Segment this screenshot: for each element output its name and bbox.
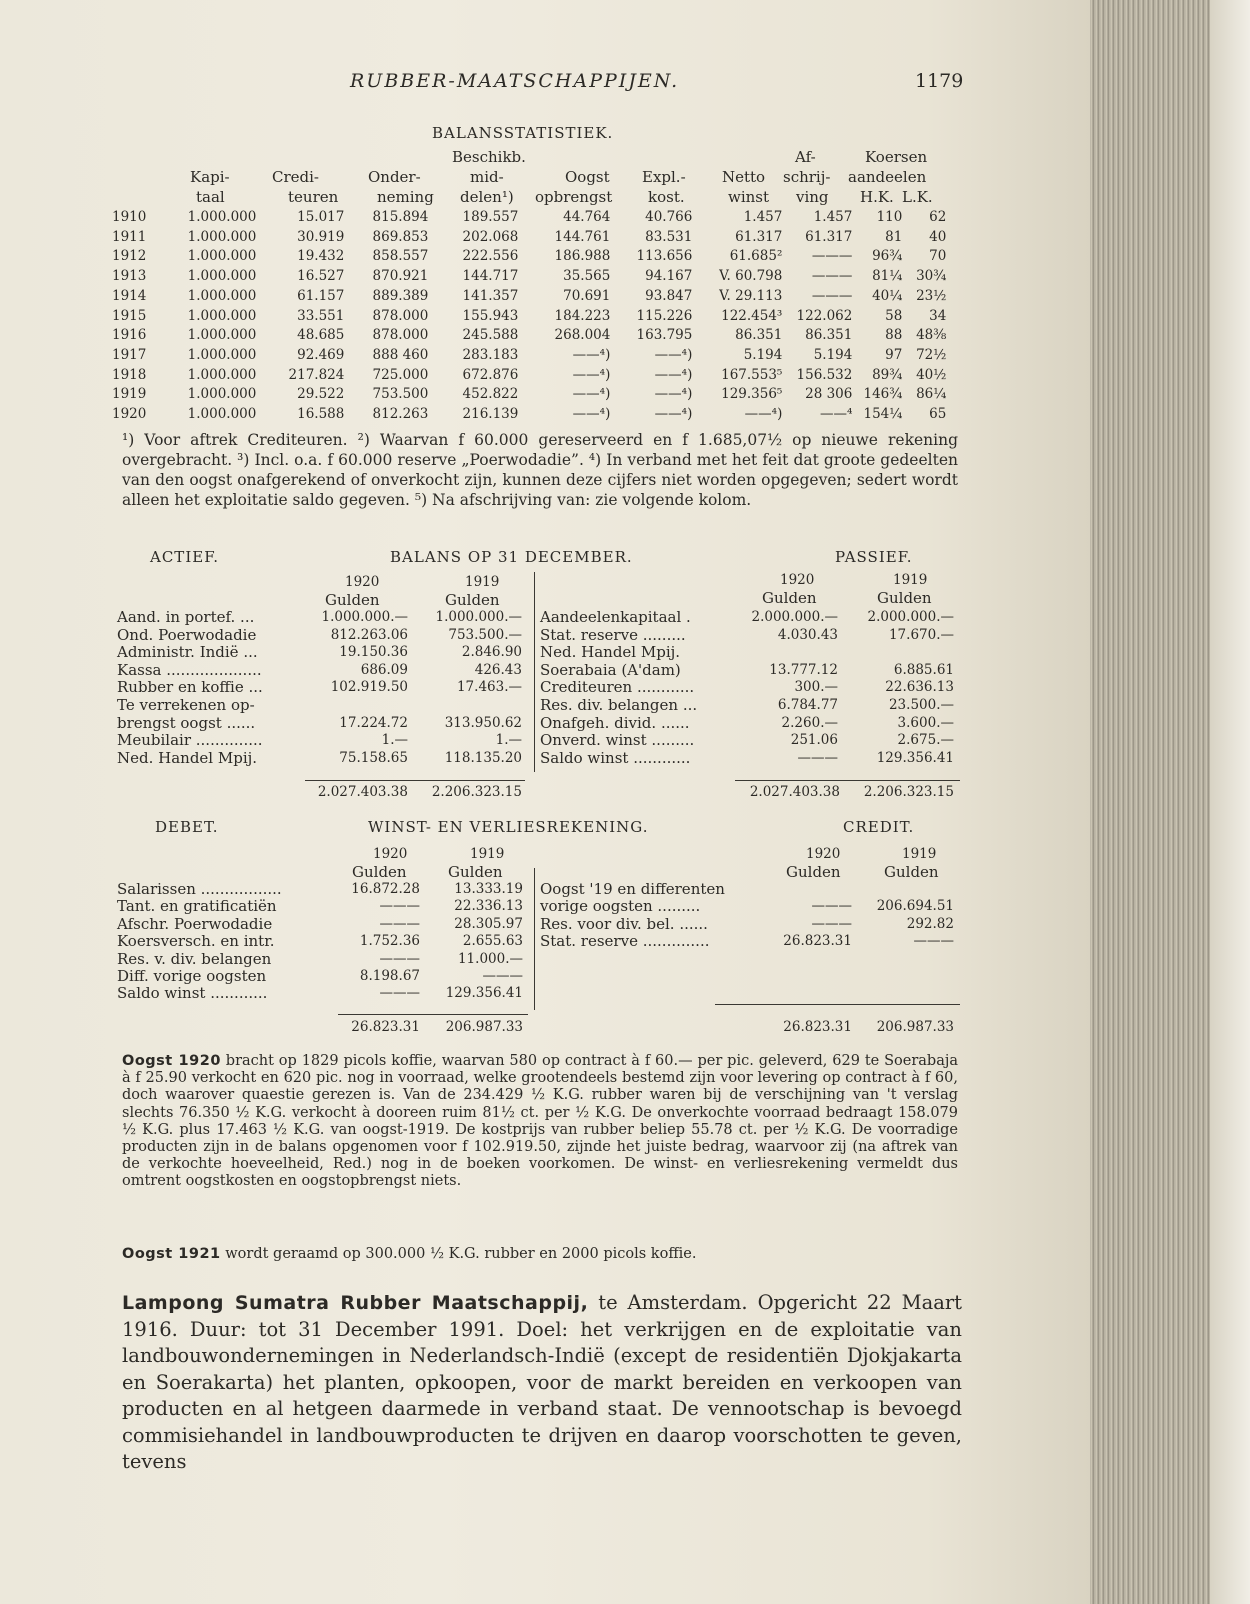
stats-cell: 110	[876, 209, 903, 225]
stats-cell: 48.685	[297, 327, 345, 344]
stats-year-cell: 1918	[112, 366, 147, 383]
running-header-title: RUBBER-MAATSCHAPPIJEN.	[350, 70, 680, 92]
stats-cell: 858.557	[372, 248, 429, 265]
balans-actief-item-value: 1.000.000.—	[435, 609, 522, 625]
stats-cell: 452.822	[462, 386, 519, 403]
wv-credit-item-value: 292.82	[906, 915, 954, 932]
stats-cell: 889.389	[372, 287, 429, 304]
wv-debet-unit1: Gulden	[352, 863, 407, 881]
wv-debet-year1: 1920	[373, 846, 408, 862]
stats-header-kapi: Kapi-	[190, 168, 230, 186]
wv-credit-total1: 26.823.31	[783, 1019, 852, 1035]
balans-passief-item-value: 6.784.77	[777, 697, 838, 713]
stats-cell: ——⁴)	[654, 406, 693, 423]
stats-cell: 70.691	[563, 287, 611, 304]
stats-cell: ——⁴)	[654, 346, 693, 363]
stats-header-delen: delen¹)	[460, 188, 514, 206]
stats-cell: 815.894	[372, 209, 429, 225]
wv-debet-total2: 206.987.33	[445, 1019, 523, 1035]
balans-actief-item-value: 1.—	[381, 732, 408, 749]
stats-cell: 268.004	[554, 327, 611, 344]
stats-cell: 62	[929, 209, 947, 225]
wv-debet-item-value: 11.000.—	[457, 950, 523, 967]
wv-credit-item-value: ———	[811, 915, 852, 932]
stats-cell: 1.000.000	[187, 287, 257, 304]
stats-header-lk: L.K.	[902, 188, 933, 206]
wv-debet-item-label: Salarissen .................	[117, 880, 282, 898]
stats-cell: V. 29.113	[719, 287, 783, 304]
wv-debet-item-value: 16.872.28	[351, 881, 420, 897]
stats-cell: 23½	[916, 287, 947, 304]
stats-cell: 94.167	[645, 268, 693, 285]
balans-actief-item-label: Te verrekenen op-	[117, 696, 255, 714]
balans-passief-item-value: 23.500.—	[888, 697, 954, 713]
balans-actief-item-value: 17.224.72	[339, 714, 408, 731]
stats-cell: 81	[885, 228, 903, 245]
wv-debet-item-label: Tant. en gratificatiën	[117, 897, 277, 916]
stats-row	[112, 208, 946, 228]
stats-cell: 144.761	[554, 228, 611, 245]
balans-actief-unit1: Gulden	[325, 591, 380, 609]
balans-title: BALANS OP 31 DECEMBER.	[390, 548, 633, 566]
balans-actief-item-value: 1.000.000.—	[321, 609, 408, 625]
stats-year-cell: 1912	[112, 248, 147, 265]
stats-cell: 812.263	[372, 406, 429, 423]
stats-cell: 245.588	[462, 327, 519, 344]
wv-debet-item-label: Diff. vorige oogsten	[117, 967, 267, 985]
stats-year-cell: 1911	[112, 228, 147, 245]
wv-credit-total2: 206.987.33	[876, 1019, 954, 1035]
wv-credit-rule	[715, 1004, 960, 1005]
stats-cell: 154¼	[863, 406, 903, 423]
stats-title: BALANSSTATISTIEK.	[432, 124, 614, 142]
wv-debet-unit2: Gulden	[448, 863, 503, 881]
balans-actief-unit2: Gulden	[445, 591, 500, 609]
wv-credit-title: CREDIT.	[843, 818, 915, 836]
balans-actief-item-value: 426.43	[474, 661, 522, 678]
stats-cell: 19.432	[297, 248, 345, 265]
stats-cell: 83.531	[645, 228, 693, 245]
balans-passief-item-value: 22.636.13	[885, 679, 954, 696]
stats-cell: 92.469	[297, 346, 345, 363]
stats-row	[112, 228, 946, 248]
balans-passief-title: PASSIEF.	[835, 548, 913, 566]
wv-credit-item-value: 26.823.31	[783, 933, 852, 950]
stats-cell: ——⁴)	[572, 346, 611, 363]
balans-passief-item-label: Aandeelenkapitaal .	[540, 608, 691, 626]
stats-row	[112, 287, 946, 307]
stats-table	[112, 208, 946, 425]
balans-passief-item-value: 251.06	[790, 732, 838, 749]
lampong-paragraph	[122, 1290, 962, 1476]
stats-cell: 16.527	[297, 268, 345, 285]
wv-debet-year2: 1919	[470, 846, 505, 862]
stats-header-netto: Netto	[722, 168, 766, 186]
stats-header-neming: neming	[377, 188, 434, 206]
book-page-edges	[1090, 0, 1250, 1604]
stats-header-teuren: teuren	[288, 188, 339, 206]
stats-header-hk: H.K.	[860, 188, 894, 206]
balans-actief-year1: 1920	[345, 574, 380, 590]
stats-cell: 97	[885, 346, 903, 363]
stats-cell: 72½	[916, 346, 947, 363]
stats-cell: 1.000.000	[187, 386, 257, 403]
wv-debet-title: DEBET.	[155, 818, 219, 836]
stats-cell: ——⁴)	[654, 366, 693, 383]
stats-cell: 869.853	[372, 228, 429, 245]
balans-passief-total1: 2.027.403.38	[749, 784, 840, 800]
balans-actief-item-value: 753.500.—	[448, 626, 522, 643]
balans-passief-year2: 1919	[893, 572, 928, 588]
wv-title: WINST- EN VERLIESREKENING.	[368, 818, 649, 836]
stats-cell: 5.194	[743, 346, 783, 363]
stats-cell: 40½	[916, 366, 947, 383]
stats-row	[112, 307, 946, 327]
stats-row	[112, 326, 946, 346]
oogst-1920-text: bracht op 1829 picols koffie, waarvan 580 op contract à f 60.— per pic. geleverd, 629 te Soerabaja à f 25.90 verkocht en 620 pic. nog in voorraad, welke grootendeels bestemd zijn voor levering op contract à f 60, doch waarover quaestie gerezen is. Van de 234.429 ½ K.G. rubber waren bij de verschijning van 't verslag slechts 76.350 ½ K.G. verkocht à dooreen ruim 81½ ct. per ½ K.G. De onverkochte voorraad bedraagt 158.079 ½ K.G. plus 17.463 ½ K.G. van oogst-1919. De kostprijs van rubber beliep 55.78 ct. per ½ K.G. De voorradige producten zijn in de balans opgenomen voor f 102.919.50, zijnde het juiste bedrag, waarvoor zij (na aftrek van de verkochte hoeveelheid, Red.) nog in de boeken voorkomen. De winst- en verliesrekening vermeldt dus omtrent oogstkosten en oogstopbrengst niets.	[122, 1053, 958, 1190]
balans-actief-item-value: 19.150.36	[339, 644, 408, 661]
stats-cell: 81¼	[872, 268, 903, 285]
stats-cell: 870.921	[372, 268, 429, 285]
stats-cell: 1.000.000	[187, 268, 257, 285]
balans-passief-item-label: Soerabaia (A'dam)	[540, 660, 681, 679]
stats-cell: V. 60.798	[719, 268, 783, 285]
stats-cell: 40	[929, 228, 947, 245]
stats-cell: 878.000	[372, 307, 429, 324]
balans-actief-total1: 2.027.403.38	[317, 784, 408, 800]
stats-cell: 16.588	[297, 406, 345, 423]
wv-debet-item-value: 129.356.41	[445, 985, 523, 1002]
stats-cell: 15.017	[297, 209, 345, 225]
wv-credit-item-value: 206.694.51	[876, 898, 954, 915]
wv-debet-item-value: 8.198.67	[359, 968, 420, 984]
wv-debet-item-value: 28.305.97	[454, 915, 523, 932]
stats-header-kost: kost.	[648, 188, 685, 206]
wv-credit-unit2: Gulden	[884, 863, 939, 881]
stats-header-schrij: schrij-	[783, 168, 831, 186]
stats-year-cell: 1919	[112, 386, 147, 403]
wv-credit-item-value: ———	[811, 898, 852, 915]
stats-row	[112, 405, 946, 425]
stats-cell: 283.183	[462, 346, 519, 363]
stats-year-cell: 1916	[112, 327, 147, 344]
stats-year-cell: 1910	[112, 209, 147, 225]
balans-passief-total2: 2.206.323.15	[863, 784, 954, 800]
lampong-lead: Lampong Sumatra Rubber Maatschappij,	[122, 1292, 589, 1314]
stats-cell: 86.351	[805, 327, 853, 344]
wv-credit-year1: 1920	[806, 846, 841, 862]
stats-cell: 1.000.000	[187, 346, 257, 363]
wv-credit-item-label: Oogst '19 en differenten	[540, 880, 725, 898]
balans-passief-item-value: 13.777.12	[769, 661, 838, 678]
wv-debet-item-label: Koersversch. en intr.	[117, 932, 275, 951]
stats-cell: 144.717	[462, 268, 519, 285]
balans-passief-item-value: 2.675.—	[897, 732, 954, 749]
balans-passief-rule	[735, 780, 960, 781]
balans-passief-item-value: 300.—	[794, 679, 838, 696]
stats-cell: ——⁴)	[572, 366, 611, 383]
balans-passief-item-label: Onafgeh. divid. ......	[540, 713, 690, 732]
stats-cell: ———	[811, 287, 853, 304]
balans-actief-item-label: Kassa ....................	[117, 660, 262, 679]
stats-cell: 86.351	[735, 327, 783, 344]
stats-cell: 33.551	[297, 307, 345, 324]
balans-passief-item-label: Saldo winst ............	[540, 748, 691, 767]
stats-cell: 189.557	[462, 209, 519, 225]
wv-credit-unit1: Gulden	[786, 863, 841, 881]
stats-cell: 70	[929, 248, 947, 265]
lampong-text: te Amsterdam. Opgericht 22 Maart 1916. Duur: tot 31 December 1991. Doel: het verkrijgen en de exploitatie van landbouwondernemingen in Nederlandsch-Indië (except de residentiën Djokjakarta en Soerakarta) het planten, opkoopen, voor de markt bereiden en verkoopen van producten en al hetgeen daarmede in verband staat. De vennootschap is bevoegd commisiehandel in landbouwproducten te drijven en daarop voorschotten te geven, tevens	[122, 1291, 962, 1473]
stats-cell: ——⁴)	[654, 386, 693, 403]
oogst-1921-text: wordt geraamd op 300.000 ½ K.G. rubber en 2000 picols koffie.	[220, 1246, 697, 1262]
stats-cell: 878.000	[372, 327, 429, 344]
stats-cell: 122.454³	[721, 307, 783, 324]
oogst-1920-paragraph	[122, 1053, 958, 1191]
stats-header-expl: Expl.-	[642, 168, 686, 186]
balans-actief-year2: 1919	[465, 574, 500, 590]
stats-cell: 1.000.000	[187, 228, 257, 245]
balans-actief-item-value: 102.919.50	[330, 679, 408, 696]
balans-passief-item-value: 3.600.—	[897, 714, 954, 731]
wv-debet-item-value: ———	[482, 968, 523, 984]
balans-passief-item-value: 2.260.—	[781, 714, 838, 731]
stats-cell: ———	[811, 268, 853, 285]
stats-cell: 753.500	[372, 386, 429, 403]
stats-cell: 29.522	[297, 386, 345, 403]
stats-cell: ——⁴)	[744, 406, 783, 423]
balans-actief-item-value: 1.—	[495, 732, 522, 749]
stats-cell: 725.000	[372, 366, 429, 383]
stats-cell: 217.824	[288, 366, 345, 383]
balans-passief-item-value: 4.030.43	[777, 626, 838, 643]
stats-header-ving: ving	[796, 188, 829, 206]
oogst-1921-lead: Oogst 1921	[122, 1246, 221, 1262]
wv-credit-item-label: Res. voor div. bel. ......	[540, 914, 708, 933]
stats-cell: 88	[885, 327, 903, 344]
wv-credit-year2: 1919	[902, 846, 937, 862]
stats-cell: 93.847	[645, 287, 693, 304]
balans-actief-item-value: 812.263.06	[330, 626, 408, 643]
balans-passief-unit2: Gulden	[877, 589, 932, 607]
balans-actief-item-value: 118.135.20	[444, 749, 522, 766]
stats-row	[112, 247, 946, 267]
wv-debet-item-label: Saldo winst ............	[117, 984, 268, 1003]
balans-passief-item-label: Onverd. winst .........	[540, 731, 695, 750]
stats-header-oogst: Oogst	[565, 168, 610, 186]
balans-passief-item-value: 6.885.61	[893, 661, 954, 678]
balans-passief-item-label: Res. div. belangen ...	[540, 696, 698, 714]
balans-passief-item-label: Ned. Handel Mpij.	[540, 643, 681, 662]
wv-debet-item-value: 22.336.13	[454, 898, 523, 915]
balans-passief-item-label: Crediteuren ............	[540, 678, 695, 697]
balans-passief-year1: 1920	[780, 572, 815, 588]
stats-cell: 40¼	[872, 287, 903, 304]
stats-cell: 28 306	[805, 386, 853, 403]
stats-cell: 61.685²	[729, 248, 783, 265]
stats-cell: 156.532	[796, 366, 853, 383]
balans-actief-item-label: Ned. Handel Mpij.	[117, 748, 258, 767]
balans-actief-title: ACTIEF.	[150, 548, 220, 566]
wv-debet-item-value: 2.655.63	[462, 933, 523, 950]
balans-actief-rule	[305, 780, 525, 781]
stats-cell: 1.000.000	[187, 209, 257, 225]
stats-cell: 1.457	[743, 209, 783, 225]
oogst-1921-paragraph	[122, 1246, 958, 1263]
stats-cell: 113.656	[636, 248, 693, 265]
stats-footnote: ¹) Voor aftrek Crediteuren. ²) Waarvan f 60.000 gereserveerd en f 1.685,07½ op nieuwe rekening overgebracht. ³) Incl. o.a. f 60.000 reserve „Poerwodadie”. ⁴) In verband met het feit dat groote gedeelten van den oogst onafgerekend of onverkocht zijn, kunnen deze cijfers niet worden opgegeven; sedert wordt alleen het exploitatie saldo gegeven. ⁵) Na afschrijving van: zie volgende kolom.	[122, 431, 958, 509]
stats-cell: 1.000.000	[187, 366, 257, 383]
balans-passief-item-value: ———	[797, 749, 838, 766]
wv-credit-item-value: ———	[913, 933, 954, 950]
stats-cell: 163.795	[636, 327, 693, 344]
stats-cell: 30¾	[916, 268, 947, 285]
balans-actief-item-label: brengst oogst ......	[117, 713, 256, 732]
stats-cell: 65	[929, 406, 947, 423]
wv-credit-item-label: Stat. reserve ..............	[540, 932, 710, 951]
stats-cell: 186.988	[554, 248, 611, 265]
stats-header-koersen: Koersen	[865, 148, 928, 166]
stats-cell: 34	[929, 307, 947, 324]
stats-cell: 48⅜	[916, 327, 947, 344]
stats-cell: 30.919	[297, 228, 345, 245]
page-number: 1179	[915, 70, 964, 92]
stats-row	[112, 385, 946, 405]
stats-cell: 222.556	[462, 248, 519, 265]
stats-header-aandeelen: aandeelen	[848, 168, 927, 186]
stats-year-cell: 1915	[112, 307, 147, 324]
stats-cell: 5.194	[813, 346, 853, 363]
balans-passief-unit1: Gulden	[762, 589, 817, 607]
balans-actief-item-value: 2.846.90	[461, 644, 522, 661]
wv-debet-item-value: 13.333.19	[454, 881, 523, 897]
balans-passief-item-value: 2.000.000.—	[751, 609, 838, 625]
stats-cell: 96¾	[872, 248, 903, 265]
wv-debet-item-value: ———	[379, 950, 420, 967]
stats-year-cell: 1913	[112, 268, 147, 285]
stats-row	[112, 346, 946, 366]
stats-header-opbrengst: opbrengst	[535, 188, 613, 206]
stats-cell: ——⁴)	[572, 406, 611, 423]
stats-header-winst: winst	[728, 188, 770, 206]
oogst-1920-lead: Oogst 1920	[122, 1053, 221, 1069]
balans-actief-item-label: Aand. in portef. ...	[117, 608, 255, 626]
wv-credit-item-label: vorige oogsten .........	[540, 897, 701, 916]
stats-cell: 89¾	[872, 366, 903, 383]
wv-debet-item-value: ———	[379, 915, 420, 932]
stats-cell: 35.565	[563, 268, 611, 285]
stats-cell: 146¾	[863, 386, 903, 403]
stats-cell: 61.157	[297, 287, 345, 304]
stats-header-af: Af-	[795, 148, 816, 166]
wv-debet-item-value: 1.752.36	[359, 933, 420, 950]
stats-cell: 58	[885, 307, 903, 324]
stats-header-mid: mid-	[470, 168, 504, 186]
balans-actief-item-value: 313.950.62	[444, 714, 522, 731]
stats-row	[112, 267, 946, 287]
stats-cell: 141.357	[462, 287, 519, 304]
stats-cell: 1.000.000	[187, 307, 257, 324]
stats-cell: 86¼	[916, 386, 947, 403]
stats-cell: 129.356⁵	[721, 386, 783, 403]
stats-cell: 40.766	[645, 209, 693, 225]
wv-divider	[534, 868, 535, 1010]
balans-divider	[534, 572, 535, 772]
stats-cell: 122.062	[796, 307, 853, 324]
balans-actief-item-label: Administr. Indië ...	[117, 643, 258, 662]
wv-debet-rule	[338, 1014, 528, 1015]
stats-header-onder: Onder-	[368, 168, 421, 186]
stats-cell: 115.226	[636, 307, 693, 324]
stats-cell: 888 460	[372, 346, 429, 363]
balans-actief-item-value: 75.158.65	[339, 749, 408, 766]
stats-year-cell: 1917	[112, 346, 147, 363]
stats-row	[112, 366, 946, 386]
stats-cell: 167.553⁵	[721, 366, 783, 383]
stats-cell: ——⁴)	[572, 386, 611, 403]
stats-cell: ———	[811, 248, 853, 265]
stats-cell: 1.000.000	[187, 248, 257, 265]
balans-actief-item-value: 686.09	[360, 661, 408, 678]
stats-cell: 44.764	[563, 209, 611, 225]
stats-cell: 1.000.000	[187, 327, 257, 344]
stats-cell: 155.943	[462, 307, 519, 324]
stats-cell: 202.068	[462, 228, 519, 245]
stats-cell: 1.457	[813, 209, 853, 225]
wv-debet-item-label: Afschr. Poerwodadie	[117, 914, 273, 933]
stats-cell: 61.317	[805, 228, 853, 245]
balans-actief-item-label: Rubber en koffie ...	[117, 678, 263, 697]
stats-header-beschikb: Beschikb.	[452, 148, 526, 166]
wv-debet-item-value: ———	[379, 985, 420, 1002]
stats-cell: 216.139	[462, 406, 519, 423]
stats-header-credi: Credi-	[272, 168, 319, 186]
wv-debet-item-value: ———	[379, 898, 420, 915]
stats-year-cell: 1914	[112, 287, 147, 304]
balans-passief-item-value: 129.356.41	[876, 749, 954, 766]
balans-actief-total2: 2.206.323.15	[431, 784, 522, 800]
stats-cell: 61.317	[735, 228, 783, 245]
wv-debet-total1: 26.823.31	[351, 1019, 420, 1035]
balans-passief-item-value: 17.670.—	[888, 626, 954, 643]
stats-cell: 672.876	[462, 366, 519, 383]
balans-actief-item-value: 17.463.—	[456, 679, 522, 696]
wv-debet-item-label: Res. v. div. belangen	[117, 949, 272, 968]
balans-passief-item-value: 2.000.000.—	[867, 609, 954, 625]
balans-passief-item-label: Stat. reserve .........	[540, 625, 686, 644]
stats-header-taal: taal	[196, 188, 225, 206]
stats-cell: 184.223	[554, 307, 611, 324]
stats-cell: 1.000.000	[187, 406, 257, 423]
stats-cell: ——⁴	[819, 406, 853, 423]
stats-year-cell: 1920	[112, 406, 147, 423]
balans-actief-item-label: Ond. Poerwodadie	[117, 625, 257, 644]
balans-actief-item-label: Meubilair ..............	[117, 731, 263, 750]
